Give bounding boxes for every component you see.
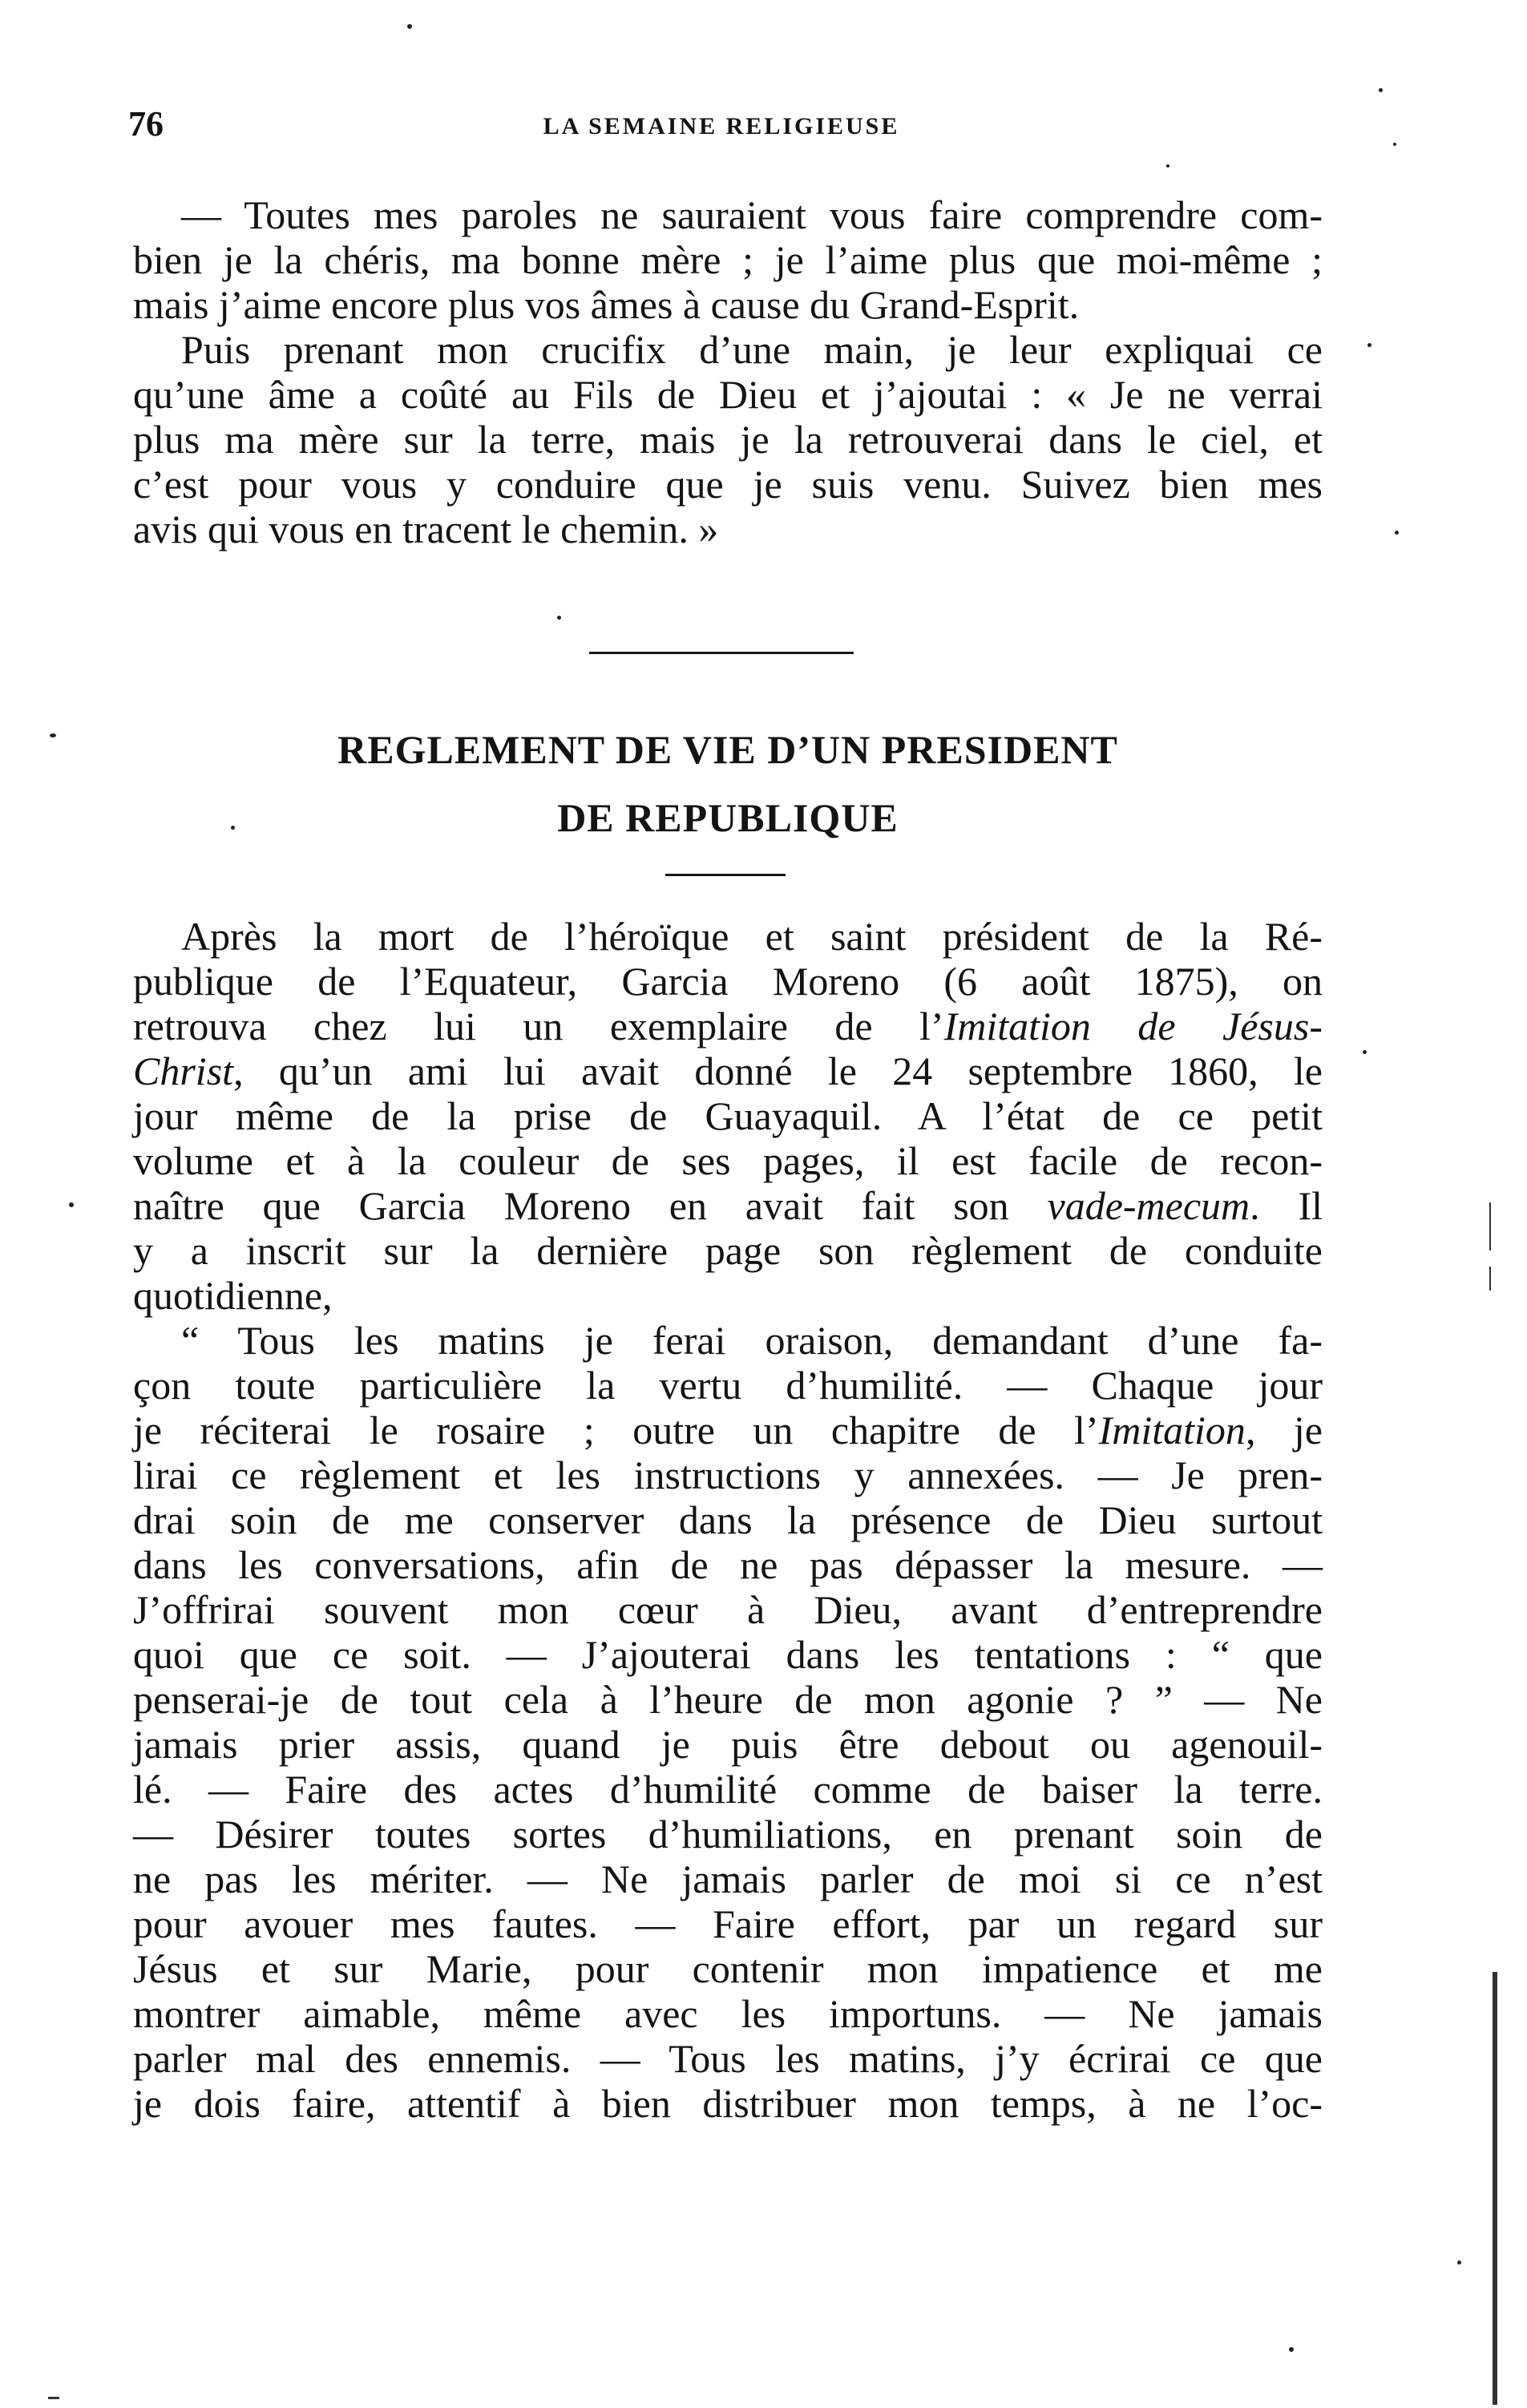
page-header (128, 104, 1347, 152)
text-line: c’est pour vous y conduire que je suis venu. Suivez bien mes (133, 462, 1323, 507)
text-line: Jésus et sur Marie, pour contenir mon impatience et me (133, 1946, 1323, 1991)
text-line: parler mal des ennemis. — Tous les matins, j’y écrirai ce que (133, 2036, 1323, 2081)
scan-speck (1395, 531, 1399, 535)
scan-speck (1166, 164, 1169, 168)
text-line: publique de l’Equateur, Garcia Moreno (6 août 1875), on (133, 959, 1323, 1004)
heading-divider (665, 874, 786, 876)
text-line: naître que Garcia Moreno en avait fait son vade-mecum. Il (133, 1183, 1323, 1228)
edge-mark (48, 2397, 59, 2399)
edge-mark (1489, 1267, 1491, 1291)
edge-mark (1489, 1202, 1491, 1250)
text-line: montrer aimable, même avec les importuns. — Ne jamais (133, 1991, 1323, 2036)
text-line: Après la mort de l’héroïque et saint président de la Ré- (181, 914, 1323, 959)
text-line: volume et à la couleur de ses pages, il est facile de recon- (133, 1138, 1323, 1183)
text-line: Puis prenant mon crucifix d’une main, je leur expliquai ce (181, 327, 1323, 372)
text-line: dans les conversations, afin de ne pas dépasser la mesure. — (133, 1542, 1323, 1587)
text-line: bien je la chéris, ma bonne mère ; je l’aime plus que moi-même ; (133, 237, 1323, 282)
scan-speck (557, 616, 561, 620)
text-line: pour avouer mes fautes. — Faire effort, par un regard sur (133, 1901, 1323, 1946)
text-line: lé. — Faire des actes d’humilité comme de baiser la terre. (133, 1767, 1323, 1812)
text-line: plus ma mère sur la terre, mais je la retrouverai dans le ciel, et (133, 417, 1323, 462)
text-line: “ Tous les matins je ferai oraison, demandant d’une fa- (181, 1318, 1323, 1363)
text-line: quotidienne, (133, 1273, 333, 1318)
text-line: penserai-je de tout cela à l’heure de mon agonie ? ” — Ne (133, 1677, 1323, 1722)
page-number: 76 (128, 104, 164, 143)
scan-speck (69, 1202, 74, 1207)
text-line: retrouva chez lui un exemplaire de l’Imitation de Jésus- (133, 1004, 1323, 1048)
scan-speck (1457, 2261, 1461, 2265)
text-line: qu’une âme a coûté au Fils de Dieu et j’ajoutai : « Je ne verrai (133, 372, 1323, 417)
text-line: Christ, qu’un ami lui avait donné le 24 septembre 1860, le (133, 1048, 1323, 1093)
main-paragraphs (133, 914, 1323, 2126)
section-heading-continued: DE REPUBLIQUE (557, 795, 899, 840)
scan-speck (1379, 88, 1383, 92)
text-line: avis qui vous en tracent le chemin. » (133, 507, 719, 551)
text-line: ne pas les mériter. — Ne jamais parler de moi si ce n’est (133, 1857, 1323, 1901)
text-line: J’offrirai souvent mon cœur à Dieu, avant d’entreprendre (133, 1587, 1323, 1632)
text-line: — Désirer toutes sortes d’humiliations, en prenant soin de (133, 1812, 1323, 1857)
scan-speck (231, 826, 235, 830)
scan-speck (1367, 343, 1371, 347)
section-divider (589, 652, 854, 654)
edge-mark (1493, 1972, 1497, 2405)
running-title: LA SEMAINE RELIGIEUSE (543, 113, 900, 139)
scan-speck (1393, 143, 1396, 146)
text-line: drai soin de me conserver dans la présence de Dieu surtout (133, 1497, 1323, 1542)
text-line: y a inscrit sur la dernière page son règlement de conduite (133, 1228, 1323, 1273)
text-line: çon toute particulière la vertu d’humilité. — Chaque jour (133, 1363, 1323, 1408)
text-line: lirai ce règlement et les instructions y annexées. — Je pren- (133, 1452, 1323, 1497)
text-line: jour même de la prise de Guayaquil. A l’état de ce petit (133, 1093, 1323, 1138)
section-heading: REGLEMENT DE VIE D’UN PRESIDENT (337, 727, 1118, 772)
text-line: quoi que ce soit. — J’ajouterai dans les tentations : “ que (133, 1632, 1323, 1677)
scan-speck (1363, 1050, 1367, 1054)
text-line: je dois faire, attentif à bien distribuer mon temps, à ne l’oc- (133, 2081, 1323, 2126)
text-line: je réciterai le rosaire ; outre un chapitre de l’Imitation, je (133, 1408, 1323, 1452)
text-line: — Toutes mes paroles ne sauraient vous faire comprendre com- (181, 192, 1323, 237)
text-line: mais j’aime encore plus vos âmes à cause du Grand-Esprit. (133, 282, 1080, 327)
intro-paragraphs (133, 192, 1323, 551)
scan-speck (50, 733, 56, 737)
scan-speck (1289, 2347, 1294, 2352)
scan-speck (407, 24, 412, 29)
text-line: jamais prier assis, quand je puis être debout ou agenouil- (133, 1722, 1323, 1767)
